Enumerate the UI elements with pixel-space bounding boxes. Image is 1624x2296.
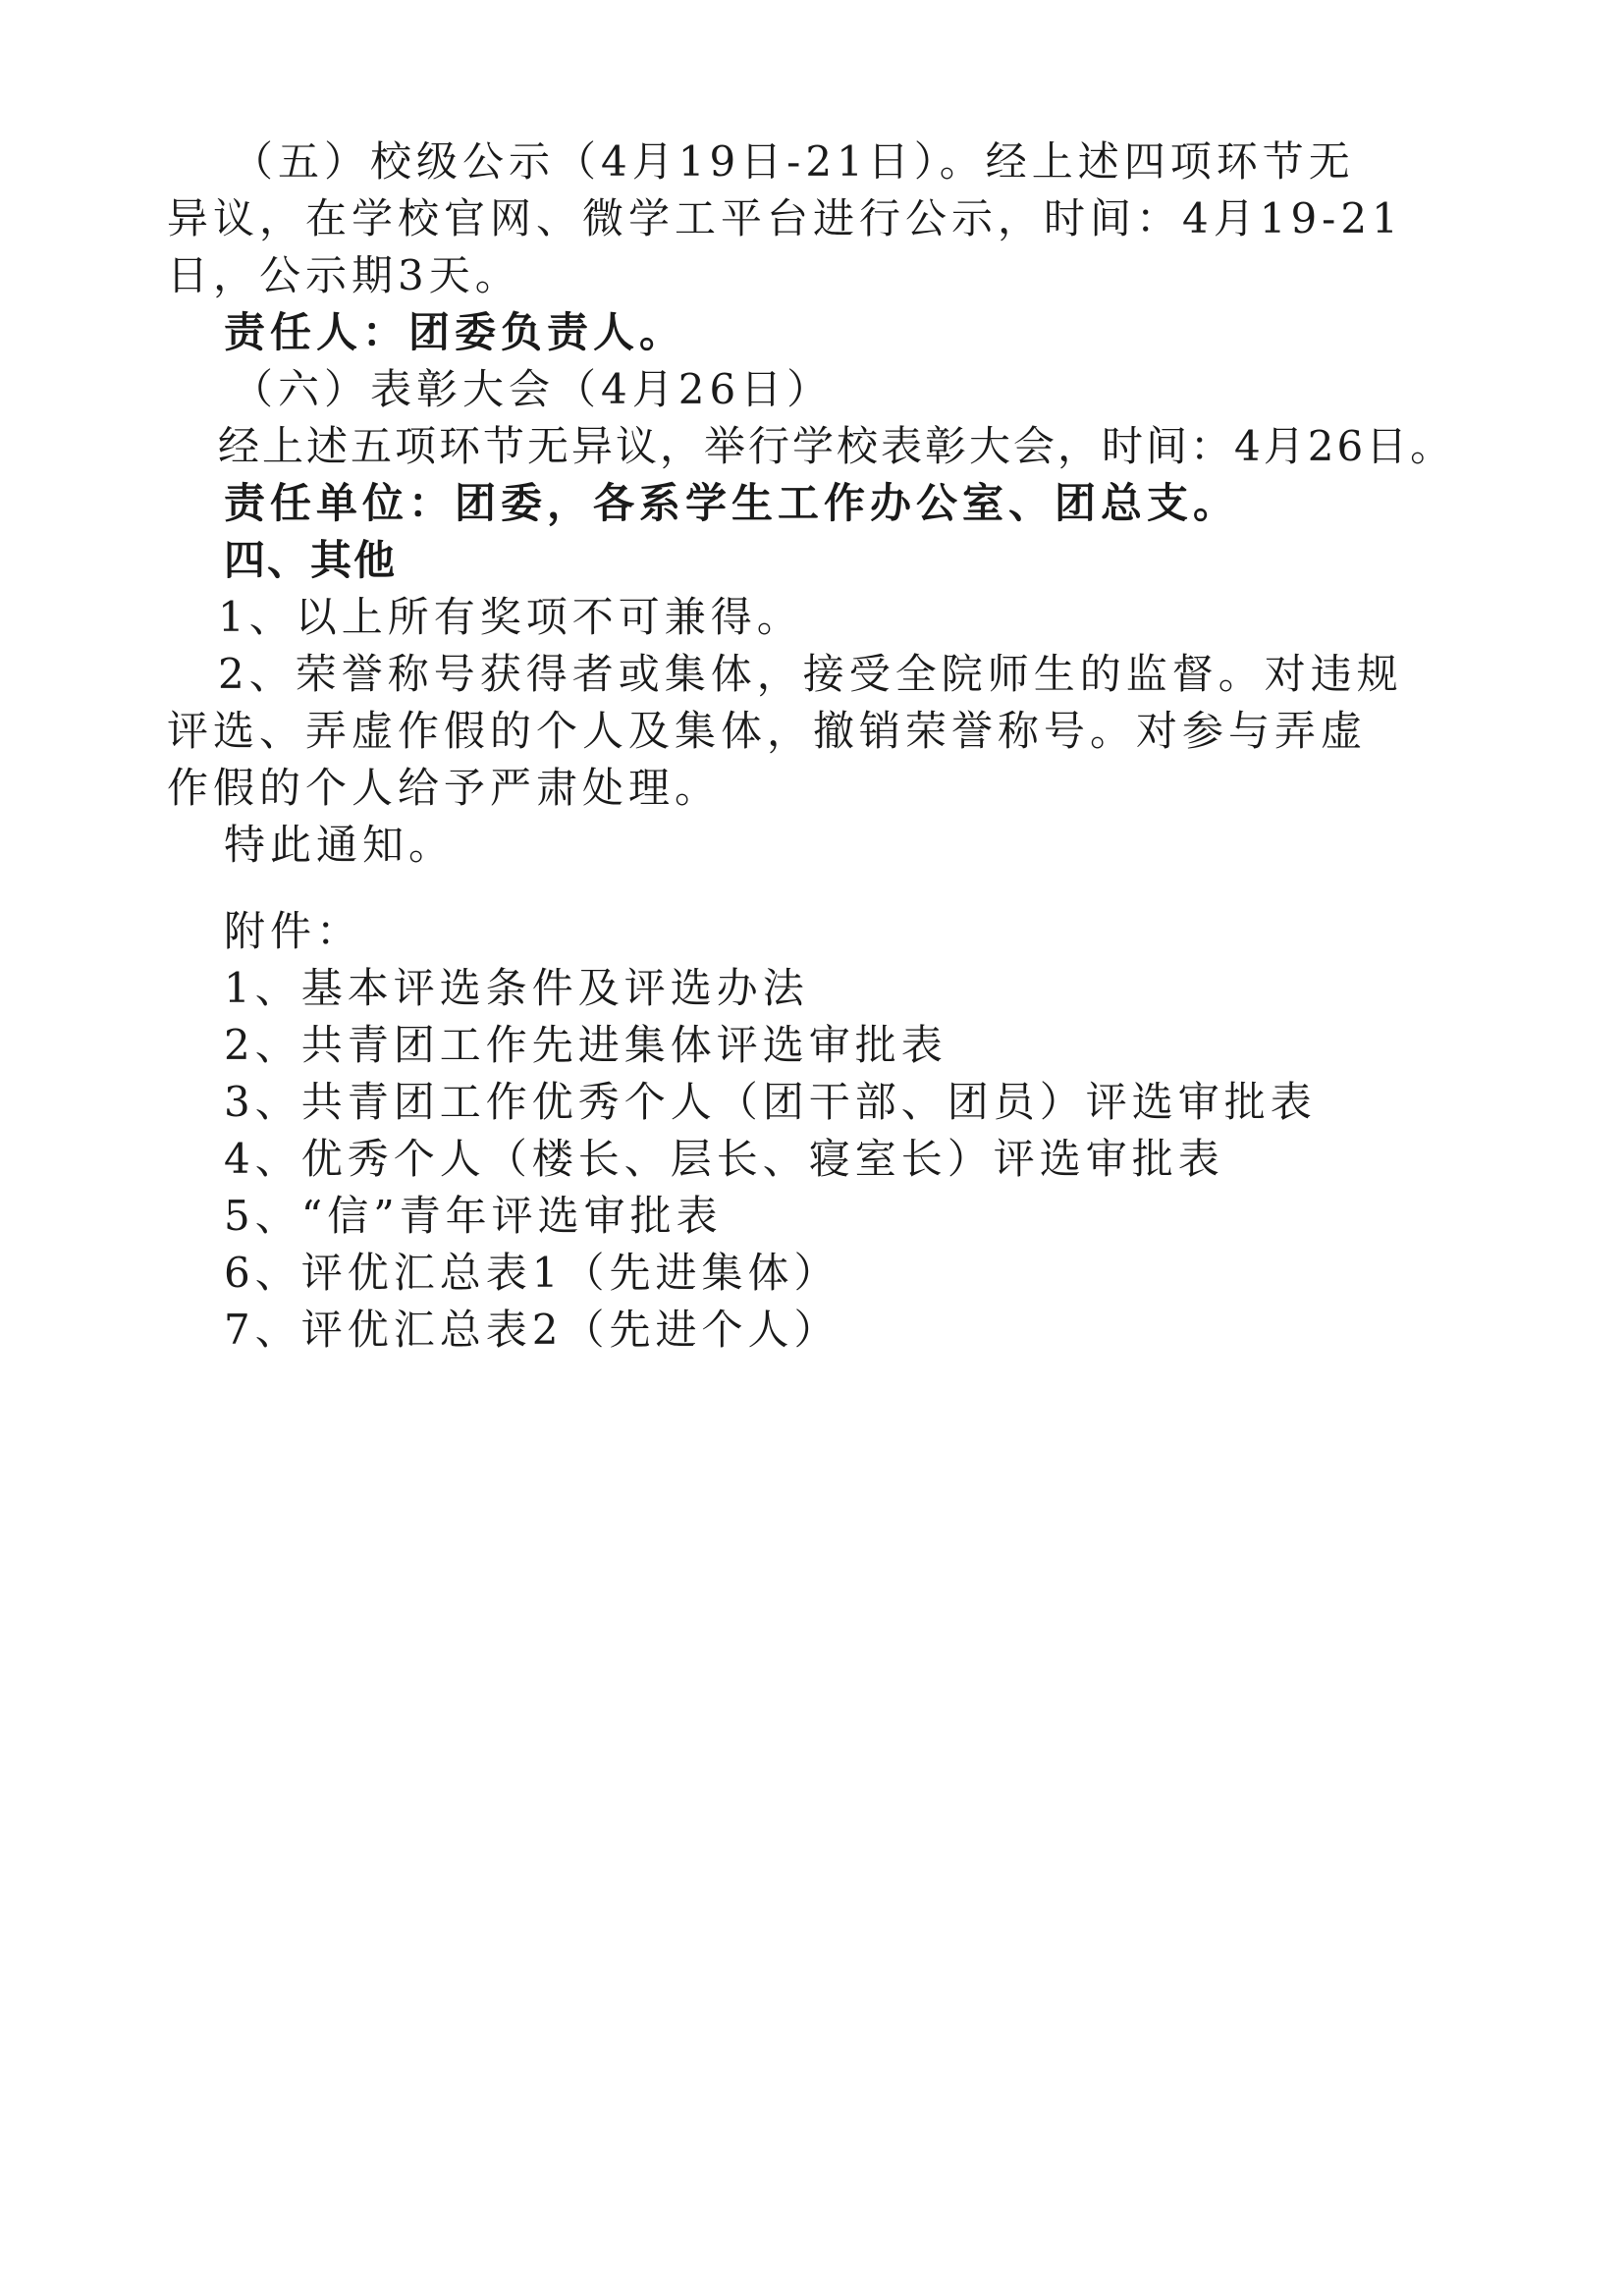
section5-body-line1: 异议，在学校官网、微学工平台进行公示，时间：4月19-21 — [167, 194, 1403, 242]
attachment-item: 6、评优汇总表1（先进集体） — [224, 1249, 840, 1297]
attachment-item: 1、基本评选条件及评选办法 — [224, 964, 809, 1012]
attachment-item: 2、共青团工作先进集体评选审批表 — [224, 1021, 947, 1069]
section5-title-line: （五）校级公示（4月19日-21日）。经上述四项环节无 — [232, 137, 1355, 186]
attachment-item: 4、优秀个人（楼长、层长、寝室长）评选审批表 — [224, 1135, 1224, 1183]
other-item2-line3: 作假的个人给予严肃处理。 — [167, 764, 722, 812]
section5-responsible: 责任人：团委负责人。 — [224, 308, 686, 356]
other-item2-line1: 2、荣誉称号获得者或集体，接受全院师生的监督。对违规 — [218, 650, 1403, 698]
section6-title-line: （六）表彰大会（4月26日） — [232, 365, 834, 413]
attachment-item: 5、“信”青年评选审批表 — [224, 1192, 723, 1240]
other-item1: 1、以上所有奖项不可兼得。 — [218, 593, 803, 641]
section5-body-line2: 日，公示期3天。 — [167, 251, 521, 299]
section6-responsible: 责任单位：团委，各系学生工作办公室、团总支。 — [224, 479, 1240, 527]
other-item2-line2: 评选、弄虚作假的个人及集体，撤销荣誉称号。对参与弄虚 — [167, 707, 1368, 755]
attachment-item: 7、评优汇总表2（先进个人） — [224, 1306, 840, 1354]
section-other-heading: 四、其他 — [224, 536, 398, 584]
attachments-label: 附件： — [224, 907, 363, 955]
closing-line: 特此通知。 — [224, 821, 456, 869]
attachment-item: 3、共青团工作优秀个人（团干部、团员）评选审批表 — [224, 1078, 1317, 1126]
section6-body-line: 经上述五项环节无异议，举行学校表彰大会，时间：4月26日。 — [218, 422, 1455, 470]
